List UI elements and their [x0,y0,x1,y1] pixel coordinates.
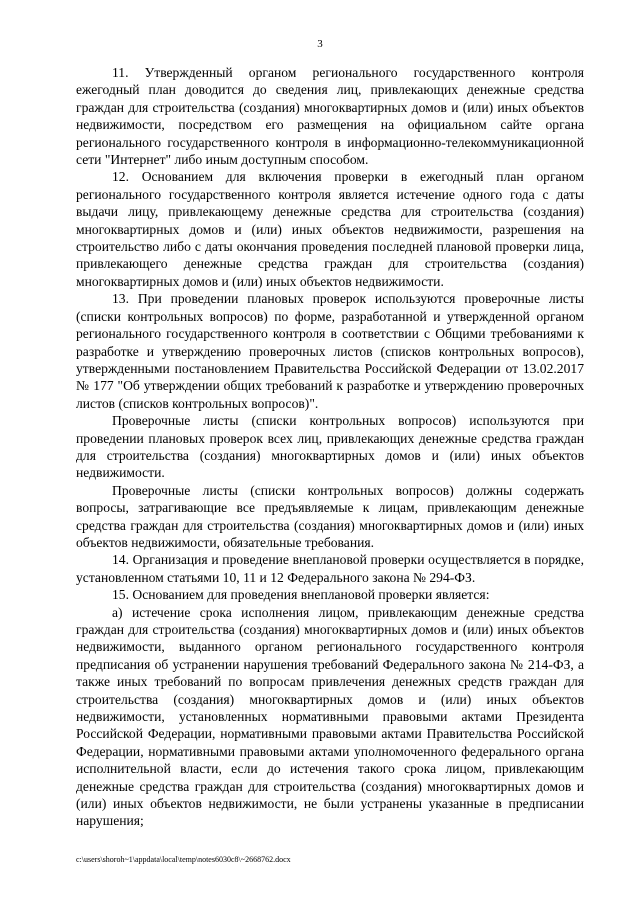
document-body [76,64,584,830]
paragraph-checklists-usage: Проверочные листы (списки контрольных вопросов) используются при проведении плановых проверок всех лиц, привлекающих денежные средства граждан для строительства (создания) многоквартирных домов и (или) иных объектов недвижимости. [76,413,584,481]
footer-file-path: c:\users\shoroh~1\appdata\local\temp\notes6030c8\~2668762.docx [76,855,291,864]
paragraph-checklists-content: Проверочные листы (списки контрольных вопросов) должны содержать вопросы, затрагивающие все предъявляемые к лицам, привлекающим денежные средства граждан для строительства (создания) многоквартирных домов и (или) иных объектов недвижимости, обязательные требования. [76,482,584,550]
paragraph-15a: а) истечение срока исполнения лицом, привлекающим денежные средства граждан для строительства (создания) многоквартирных домов и (или) иных объектов недвижимости, выданного органом регионального государственного контроля предписания об устранении нарушения требований Федерального закона № 214-ФЗ, а также иных требований по вопросам привлечения денежных средств граждан для строительства (создания) многоквартирных домов и (или) иных объектов недвижимости, установленных нормативными правовыми актами Президента Российской Федерации, нормативными правовыми актами Правительства Российской Федерации, нормативными правовыми актами уполномоченного федерального органа исполнительной власти, если до истечения такого срока лицом, привлекающим денежные средства граждан для строительства (создания) многоквартирных домов и (или) иных объектов недвижимости, не были устранены указанные в предписании нарушения; [76,604,584,829]
paragraph-14: 14. Организация и проведение внеплановой проверки осуществляется в порядке, установленном статьями 10, 11 и 12 Федерального закона № 294-ФЗ. [76,552,584,585]
paragraph-11: 11. Утвержденный органом регионального государственного контроля ежегодный план доводится до сведения лиц, привлекающих денежные средства граждан для строительства (создания) многоквартирных домов и (или) иных объектов недвижимости, посредством его размещения на официальном сайте органа регионального государственного контроля в информационно-телекоммуникационной сети "Интернет" либо иным доступным способом. [76,65,584,168]
paragraph-15: 15. Основанием для проведения внеплановой проверки является: [112,587,490,603]
page-number: 3 [317,38,323,50]
paragraph-12: 12. Основанием для включения проверки в ежегодный план органом регионального государственного контроля является истечение одного года с даты выдачи лицу, привлекающему денежные средства для строительства (создания) многоквартирных домов и (или) иных объектов недвижимости, разрешения на строительство либо с даты окончания проведения последней плановой проверки лица, привлекающего денежные средства граждан для строительства (создания) многоквартирных домов и (или) иных объектов недвижимости. [76,169,584,289]
paragraph-13: 13. При проведении плановых проверок используются проверочные листы (списки контрольных вопросов) по форме, разработанной и утвержденной органом регионального государственного контроля в соответствии с Общими требованиями к разработке и утверждению проверочных листов (списков контрольных вопросов), утвержденными постановлением Правительства Российской Федерации от 13.02.2017 № 177 "Об утверждении общих требований к разработке и утверждению проверочных листов (списков контрольных вопросов)". [76,291,584,411]
